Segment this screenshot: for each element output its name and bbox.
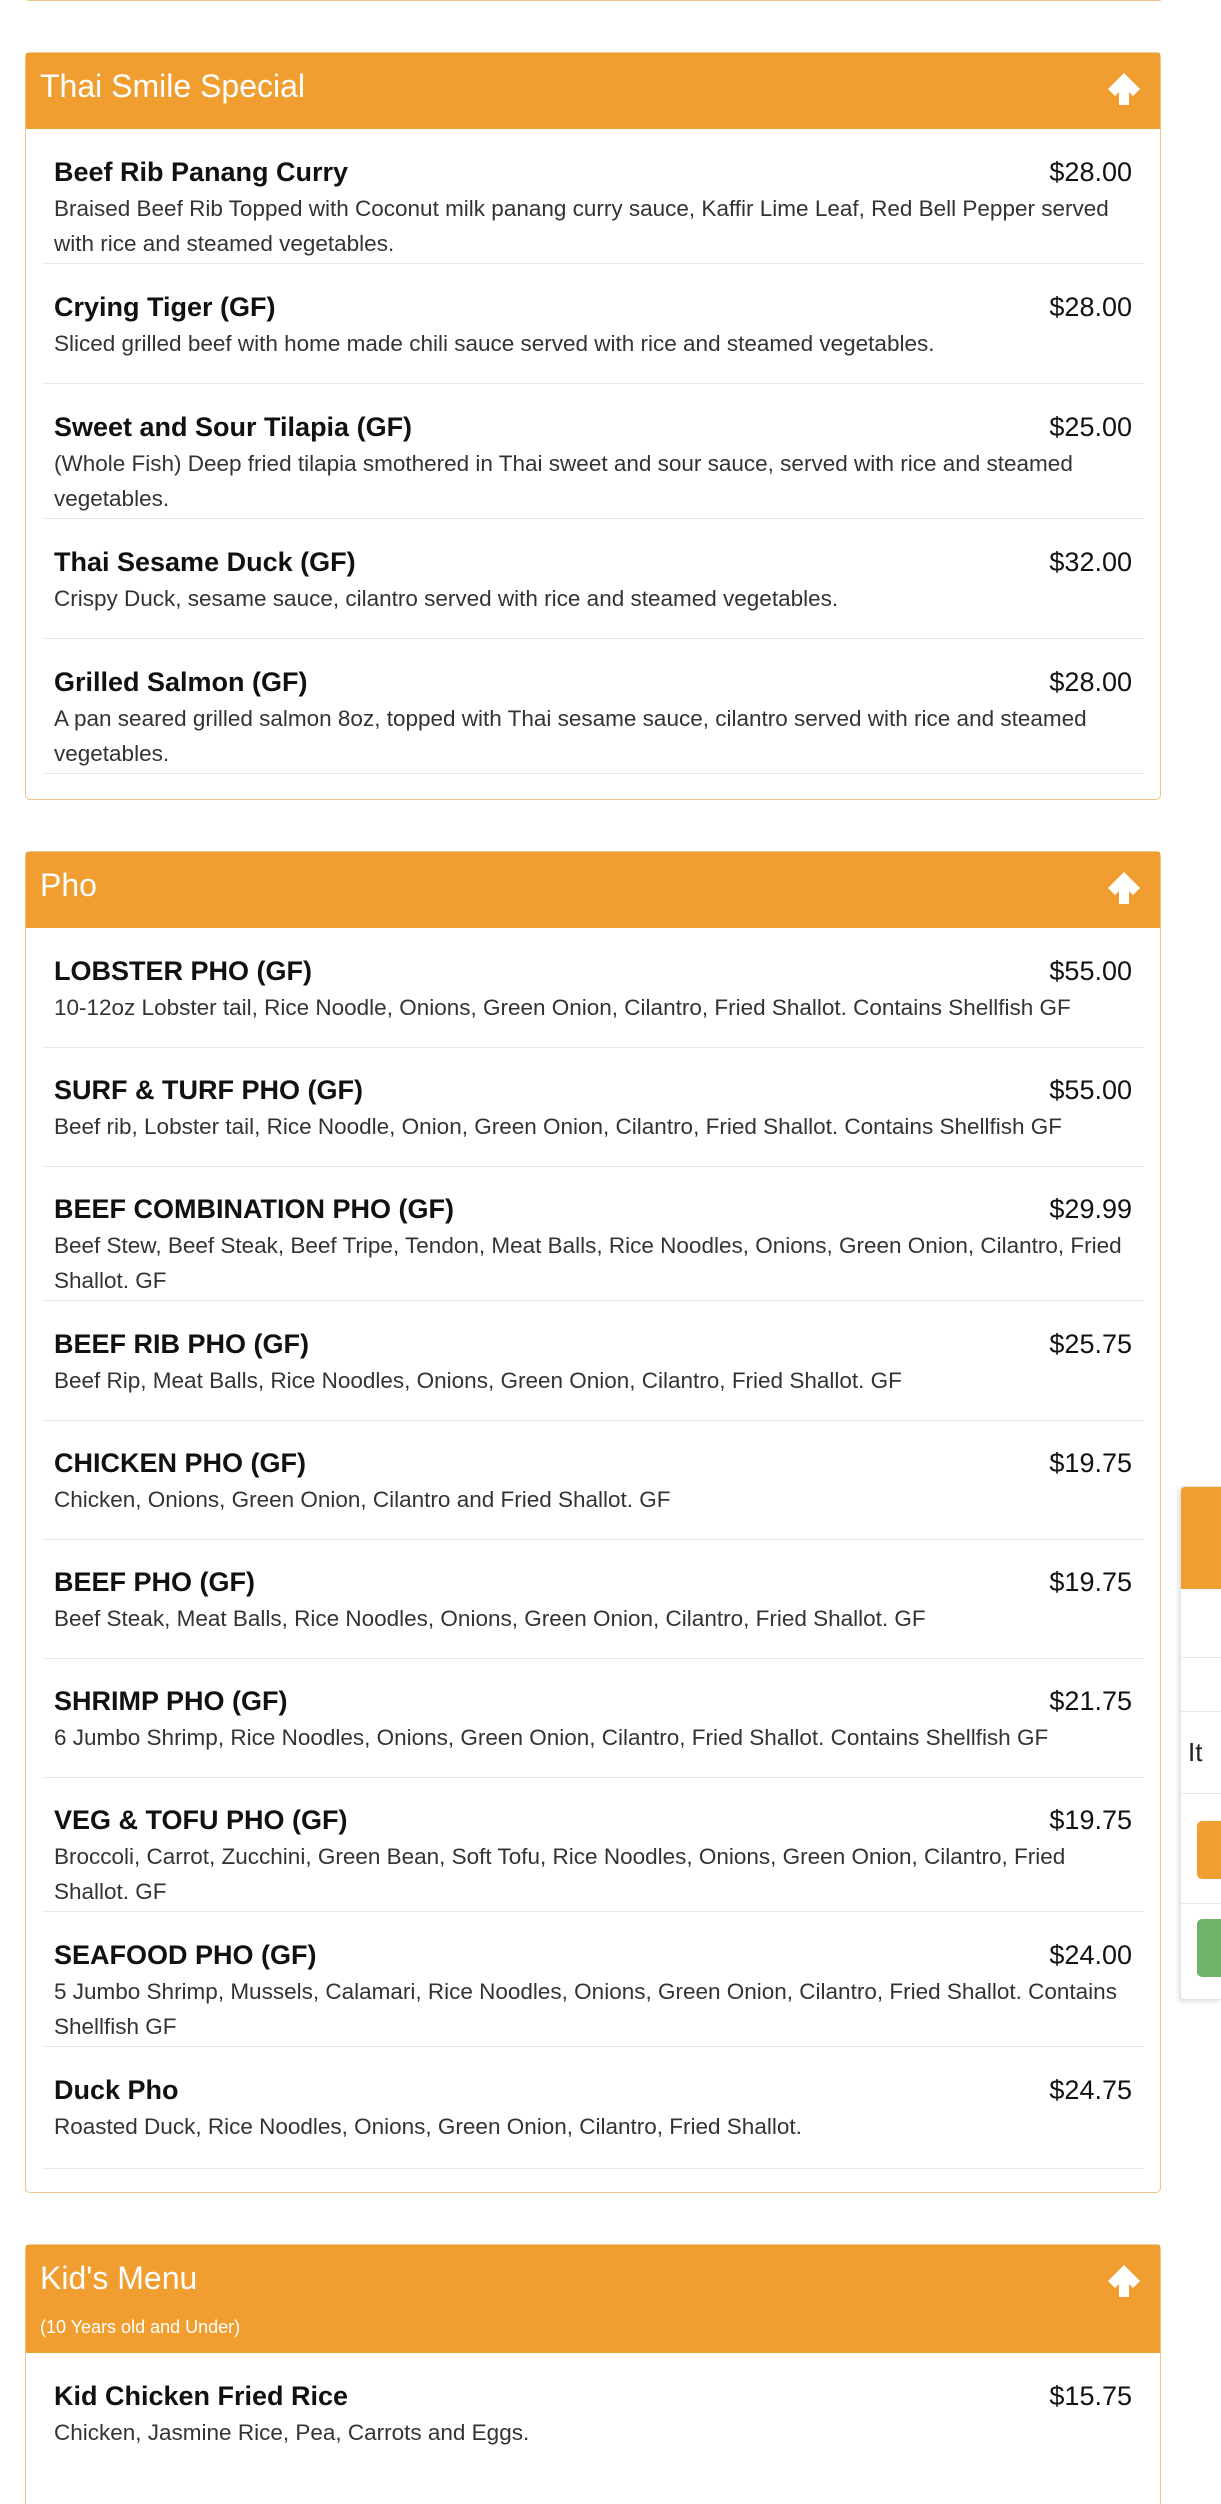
menu-item[interactable] xyxy=(42,1166,1144,1301)
section-title: Kid's Menu xyxy=(40,2260,198,2296)
menu-item[interactable] xyxy=(42,1539,1144,1659)
side-widget-header xyxy=(1181,1487,1221,1589)
item-name: BEEF COMBINATION PHO (GF) xyxy=(54,1194,454,1224)
menu-item[interactable] xyxy=(42,519,1144,639)
item-name: Grilled Salmon (GF) xyxy=(54,667,308,697)
section-header[interactable] xyxy=(26,2245,1160,2353)
item-price: $24.75 xyxy=(1049,2075,1132,2105)
menu-item[interactable] xyxy=(42,1047,1144,1167)
side-widget-orange-button[interactable] xyxy=(1197,1821,1221,1879)
side-widget-text: It xyxy=(1188,1737,1203,1767)
item-name: BEEF RIB PHO (GF) xyxy=(54,1329,309,1359)
item-description: Braised Beef Rib Topped with Coconut milk panang curry sauce, Kaffir Lime Leaf, Red Bell Pepper served with rice and steamed vegetables. xyxy=(54,196,1109,256)
menu-item[interactable] xyxy=(42,1777,1144,1912)
item-description: Sliced grilled beef with home made chili sauce served with rice and steamed vegetables. xyxy=(54,331,935,356)
item-price: $28.00 xyxy=(1049,667,1132,697)
item-description: Beef Steak, Meat Balls, Rice Noodles, Onions, Green Onion, Cilantro, Fried Shallot. GF xyxy=(54,1606,926,1631)
item-price: $28.00 xyxy=(1049,157,1132,187)
item-name: Beef Rib Panang Curry xyxy=(54,157,349,187)
item-name: BEEF PHO (GF) xyxy=(54,1567,255,1597)
menu-item[interactable] xyxy=(42,129,1144,264)
item-description: 5 Jumbo Shrimp, Mussels, Calamari, Rice Noodles, Onions, Green Onion, Cilantro, Fried Shallot. Contains Shellfish GF xyxy=(54,1979,1117,2039)
item-name: VEG & TOFU PHO (GF) xyxy=(54,1805,348,1835)
item-price: $29.99 xyxy=(1049,1194,1132,1224)
item-price: $32.00 xyxy=(1049,547,1132,577)
item-price: $55.00 xyxy=(1049,1075,1132,1105)
divider xyxy=(1181,1903,1221,1904)
item-price: $24.00 xyxy=(1049,1940,1132,1970)
side-cart-widget[interactable] xyxy=(1180,1486,1221,2000)
section-kids-menu xyxy=(25,2244,1161,2504)
item-name: Duck Pho xyxy=(54,2075,179,2105)
item-name: SHRIMP PHO (GF) xyxy=(54,1686,288,1716)
section-thai-smile-special xyxy=(25,52,1161,800)
item-price: $19.75 xyxy=(1049,1805,1132,1835)
menu-item[interactable] xyxy=(42,1912,1144,2047)
item-name: SURF & TURF PHO (GF) xyxy=(54,1075,363,1105)
item-name: LOBSTER PHO (GF) xyxy=(54,956,312,986)
item-price: $28.00 xyxy=(1049,292,1132,322)
side-widget-green-button[interactable] xyxy=(1197,1919,1221,1977)
divider xyxy=(1181,1793,1221,1794)
section-header[interactable] xyxy=(26,852,1160,928)
arrow-up-icon[interactable] xyxy=(1104,2261,1144,2301)
item-description: A pan seared grilled salmon 8oz, topped with Thai sesame sauce, cilantro served with rice and steamed vegetables. xyxy=(54,706,1087,766)
item-description: Broccoli, Carrot, Zucchini, Green Bean, Soft Tofu, Rice Noodles, Onions, Green Onion, Cilantro, Fried Shallot. GF xyxy=(54,1844,1066,1904)
section-title: Thai Smile Special xyxy=(40,68,305,104)
item-price: $21.75 xyxy=(1049,1686,1132,1716)
previous-section-bottom xyxy=(25,0,1163,1)
item-name: SEAFOOD PHO (GF) xyxy=(54,1940,317,1970)
item-name: CHICKEN PHO (GF) xyxy=(54,1448,306,1478)
section-subtitle: (10 Years old and Under) xyxy=(40,2317,241,2337)
item-name: Crying Tiger (GF) xyxy=(54,292,276,322)
item-name: Sweet and Sour Tilapia (GF) xyxy=(54,412,413,442)
arrow-up-icon[interactable] xyxy=(1104,868,1144,908)
item-description: Chicken, Onions, Green Onion, Cilantro and Fried Shallot. GF xyxy=(54,1487,671,1512)
item-description: (Whole Fish) Deep fried tilapia smothered in Thai sweet and sour sauce, served with rice and steamed vegetables. xyxy=(54,451,1073,511)
menu-item[interactable] xyxy=(42,639,1144,774)
item-price: $19.75 xyxy=(1049,1567,1132,1597)
item-price: $25.75 xyxy=(1049,1329,1132,1359)
item-price: $19.75 xyxy=(1049,1448,1132,1478)
item-description: Chicken, Jasmine Rice, Pea, Carrots and Eggs. xyxy=(54,2420,530,2445)
item-description: Beef rib, Lobster tail, Rice Noodle, Onion, Green Onion, Cilantro, Fried Shallot. Contains Shellfish GF xyxy=(54,1114,1062,1139)
menu-item[interactable] xyxy=(42,384,1144,519)
item-name: Thai Sesame Duck (GF) xyxy=(54,547,356,577)
menu-item[interactable] xyxy=(42,1301,1144,1421)
item-price: $15.75 xyxy=(1049,2381,1132,2411)
item-name: Kid Chicken Fried Rice xyxy=(54,2381,349,2411)
menu-item[interactable] xyxy=(42,264,1144,384)
section-title: Pho xyxy=(40,867,97,903)
item-description: Beef Rip, Meat Balls, Rice Noodles, Onions, Green Onion, Cilantro, Fried Shallot. GF xyxy=(54,1368,902,1393)
item-price: $25.00 xyxy=(1049,412,1132,442)
menu-item[interactable] xyxy=(42,928,1144,1048)
item-description: Crispy Duck, sesame sauce, cilantro served with rice and steamed vegetables. xyxy=(54,586,839,611)
item-description: 10-12oz Lobster tail, Rice Noodle, Onions, Green Onion, Cilantro, Fried Shallot. Contains Shellfish GF xyxy=(54,995,1071,1020)
divider xyxy=(1181,1711,1221,1712)
item-description: Beef Stew, Beef Steak, Beef Tripe, Tendon, Meat Balls, Rice Noodles, Onions, Green Onion, Cilantro, Fried Shallot. GF xyxy=(54,1233,1122,1293)
section-pho xyxy=(25,851,1161,2193)
item-description: 6 Jumbo Shrimp, Rice Noodles, Onions, Green Onion, Cilantro, Fried Shallot. Contains Shellfish GF xyxy=(54,1725,1049,1750)
item-description: Roasted Duck, Rice Noodles, Onions, Green Onion, Cilantro, Fried Shallot. xyxy=(54,2114,802,2139)
divider xyxy=(1181,1657,1221,1658)
arrow-up-icon[interactable] xyxy=(1104,69,1144,109)
section-header[interactable] xyxy=(26,53,1160,129)
item-price: $55.00 xyxy=(1049,956,1132,986)
menu-item[interactable] xyxy=(42,2047,1144,2169)
menu-item[interactable] xyxy=(42,1658,1144,1778)
menu-item[interactable] xyxy=(42,1420,1144,1540)
menu-item[interactable] xyxy=(42,2353,1144,2487)
